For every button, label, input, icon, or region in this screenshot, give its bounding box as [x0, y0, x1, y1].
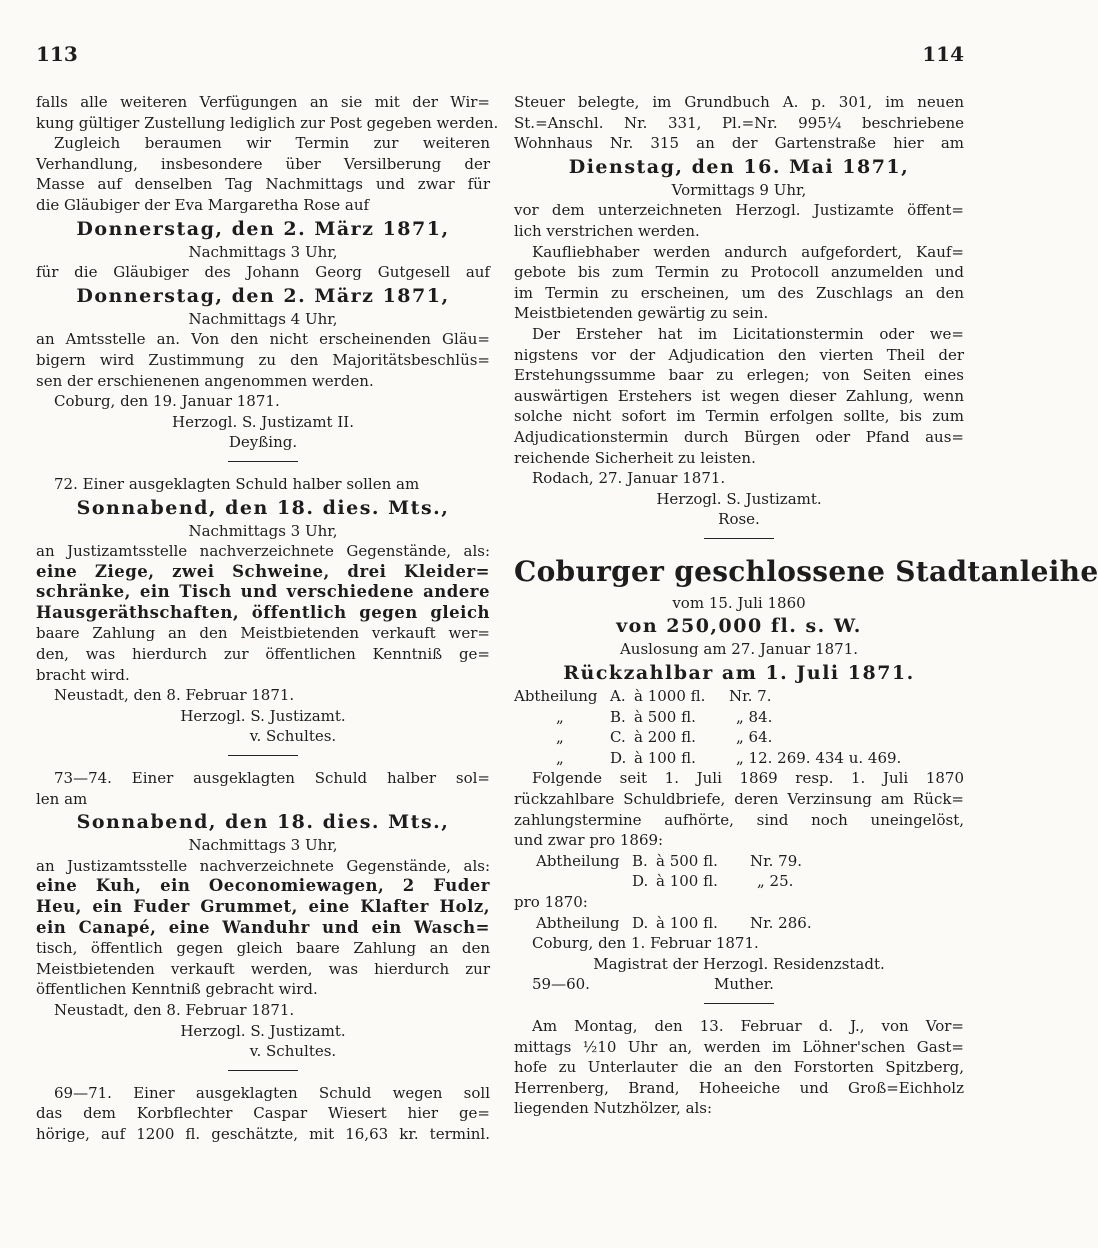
row-number: Nr. 7.: [729, 687, 772, 706]
place-date: Neustadt, den 8. Februar 1871.: [54, 686, 295, 705]
row-label: „: [556, 748, 564, 767]
text-line: 69—71. Einer ausgeklagten Schuld wegen soll: [54, 1083, 490, 1102]
text-line: lich verstrichen werden.: [514, 221, 700, 240]
table-row: [514, 748, 964, 769]
text-line: gebote bis zum Termin zu Protocoll anzumelden und: [514, 263, 964, 282]
text-line: Kaufliebhaber werden andurch aufgefordert, Kauf=: [532, 242, 964, 261]
wood-sale-notice: [514, 1016, 964, 1119]
loan-notice: [514, 551, 1098, 995]
authority: Herzogl. S. Justizamt.: [180, 706, 346, 725]
notice-73-74: [36, 768, 490, 1062]
table-row: [514, 913, 964, 934]
text-line: die Gläubiger der Eva Margaretha Rose auf: [36, 195, 370, 214]
text-line: an Justizamtsstelle nachverzeichnete Gegenstände, als:: [36, 856, 490, 875]
row-label: „: [556, 707, 564, 726]
notice-house-sale: [514, 92, 964, 530]
text-line: Hausgeräthschaften, öffentlich gegen gleich: [36, 602, 490, 622]
notice-continuation: [36, 92, 499, 453]
text-line: das dem Korbflechter Caspar Wiesert hier ge=: [36, 1104, 490, 1123]
row-number: Nr. 286.: [750, 913, 812, 932]
divider: [704, 1003, 774, 1004]
text-line: Verhandlung, insbesondere über Versilberung der: [36, 154, 490, 173]
row-division: B.: [610, 707, 626, 726]
row-value: à 500 fl.: [634, 707, 696, 726]
text-line: zahlungstermine aufhörte, sind noch uneingelöst,: [514, 810, 964, 829]
text-line: liegenden Nutzhölzer, als:: [514, 1099, 713, 1118]
row-division: D.: [610, 748, 627, 767]
text-line: an Justizamtsstelle nachverzeichnete Gegenstände, als:: [36, 542, 490, 561]
text-line: bracht wird.: [36, 665, 130, 684]
text-line: pro 1870:: [514, 893, 588, 911]
row-label: Abtheilung: [514, 687, 598, 706]
text-line: solche nicht sofort im Termin erfolgen sollte, bis zum: [514, 407, 964, 426]
table-row: [514, 851, 964, 872]
text-line: len am: [36, 789, 88, 808]
hearing-time-1: Nachmittags 3 Uhr,: [188, 242, 338, 261]
notice-72: [36, 474, 490, 747]
text-line: vor dem unterzeichneten Herzogl. Justizamte öffent=: [514, 201, 964, 220]
text-line: bigern wird Zustimmung zu den Majoritätsbeschlüs=: [36, 350, 490, 369]
text-line: eine Ziege, zwei Schweine, drei Kleider=: [36, 561, 490, 581]
sale-date: Sonnabend, den 18. dies. Mts.,: [76, 811, 450, 834]
text-line: Adjudicationstermin durch Bürgen oder Pfand aus=: [514, 427, 964, 446]
text-line: baare Zahlung an den Meistbietenden verkauft wer=: [36, 624, 490, 643]
text-line: Masse auf denselben Tag Nachmittags und zwar für: [36, 175, 490, 194]
authority: Herzogl. S. Justizamt.: [656, 489, 822, 508]
divider: [228, 1070, 298, 1071]
row-value: à 500 fl.: [656, 851, 718, 870]
page-number-right: 114: [922, 42, 964, 66]
right-column: [514, 92, 1098, 1119]
text-line: an Amtsstelle an. Von den nicht erscheinenden Gläu=: [36, 330, 490, 349]
text-line: und zwar pro 1869:: [514, 831, 664, 850]
row-value: à 100 fl.: [656, 872, 718, 891]
signature: v. Schultes.: [249, 727, 337, 746]
text-line: Der Ersteher hat im Licitationstermin oder we=: [532, 324, 964, 343]
text-line: Wohnhaus Nr. 315 an der Gartenstraße hier am: [514, 134, 964, 153]
text-line: für die Gläubiger des Johann Georg Gutgesell auf: [36, 263, 490, 282]
text-line: ein Canapé, eine Wanduhr und ein Wasch=: [36, 917, 490, 937]
loan-title: Coburger geschlossene Stadtanleihe: [514, 554, 1098, 588]
signature: v. Schultes.: [249, 1042, 337, 1061]
signature: Rose.: [718, 510, 760, 529]
text-line: tisch, öffentlich gegen gleich baare Zahlung an den: [36, 939, 490, 958]
loan-amount: von 250,000 fl. s. W.: [616, 615, 862, 638]
text-line: schränke, ein Tisch und verschiedene andere: [36, 582, 490, 602]
row-division: C.: [610, 728, 626, 747]
signature: Muther.: [714, 975, 774, 994]
row-division: B.: [632, 851, 648, 870]
text-line: reichende Sicherheit zu leisten.: [514, 448, 756, 467]
place-date: Coburg, den 1. Februar 1871.: [532, 934, 759, 953]
row-label: „: [556, 728, 564, 747]
sale-time: Vormittags 9 Uhr,: [671, 180, 807, 199]
authority: Herzogl. S. Justizamt II.: [172, 412, 354, 431]
text-line: Erstehungssumme baar zu erlegen; von Seiten eines: [514, 366, 964, 385]
row-label: Abtheilung: [536, 851, 620, 870]
row-value: à 100 fl.: [634, 748, 696, 767]
text-line: den, was hierdurch zur öffentlichen Kenntniß ge=: [36, 645, 490, 664]
row-number: „ 25.: [757, 872, 794, 891]
text-line: Folgende seit 1. Juli 1869 resp. 1. Juli 1870: [532, 769, 964, 788]
row-division: D.: [632, 913, 649, 932]
row-value: à 200 fl.: [634, 728, 696, 747]
text-line: Meistbietenden gewärtig zu sein.: [514, 304, 769, 323]
signature-row: [514, 974, 964, 995]
text-line: im Termin zu erscheinen, um des Zuschlags an den: [514, 283, 964, 302]
sale-time: Nachmittags 3 Uhr,: [188, 836, 338, 855]
hearing-date-2: Donnerstag, den 2. März 1871,: [76, 284, 450, 307]
hearing-date-1: Donnerstag, den 2. März 1871,: [76, 217, 450, 240]
text-line: auswärtigen Erstehers ist wegen dieser Zahlung, wenn: [514, 386, 964, 405]
notice-69-71: [36, 1083, 490, 1145]
left-column: [36, 92, 499, 1145]
hearing-time-2: Nachmittags 4 Uhr,: [188, 309, 338, 328]
text-line: sen der erschienenen angenommen werden.: [36, 371, 374, 390]
text-line: kung gültiger Zustellung lediglich zur Post gegeben werden.: [36, 113, 499, 132]
authority: Herzogl. S. Justizamt.: [180, 1021, 346, 1040]
sale-date: Sonnabend, den 18. dies. Mts.,: [76, 496, 450, 519]
text-line: Steuer belegte, im Grundbuch A. p. 301, im neuen: [514, 93, 964, 111]
row-number: Nr. 79.: [750, 851, 803, 870]
place-date: Rodach, 27. Januar 1871.: [532, 469, 726, 488]
text-line: Meistbietenden verkauft werden, was hierdurch zur: [36, 959, 490, 978]
row-label: Abtheilung: [536, 913, 620, 932]
divider: [228, 755, 298, 756]
loan-repayable: Rückzahlbar am 1. Juli 1871.: [563, 662, 915, 685]
text-line: rückzahlbare Schuldbriefe, deren Verzinsung am Rück=: [514, 790, 964, 809]
text-line: St.=Anschl. Nr. 331, Pl.=Nr. 995¼ beschriebene: [514, 113, 964, 132]
row-value: à 100 fl.: [656, 913, 718, 932]
row-value: à 1000 fl.: [634, 687, 706, 706]
sale-date: Dienstag, den 16. Mai 1871,: [568, 155, 910, 178]
divider: [228, 461, 298, 462]
authority: Magistrat der Herzogl. Residenzstadt.: [593, 954, 885, 973]
text-line: Am Montag, den 13. Februar d. J., von Vor=: [532, 1016, 964, 1035]
table-row: [514, 686, 964, 707]
page-number-left: 113: [36, 42, 78, 66]
table-row: [514, 707, 964, 728]
divider: [704, 538, 774, 539]
text-line: mittags ½10 Uhr an, werden im Löhner'schen Gast=: [514, 1037, 964, 1056]
notice-number: 59—60.: [532, 975, 590, 994]
signature: Deyßing.: [228, 433, 298, 452]
row-division: A.: [610, 687, 626, 706]
text-line: hörige, auf 1200 fl. geschätzte, mit 16,63 kr. terminl.: [36, 1124, 490, 1143]
text-line: Zugleich beraumen wir Termin zur weiteren: [54, 134, 490, 153]
text-line: 73—74. Einer ausgeklagten Schuld halber sol=: [54, 769, 490, 788]
loan-subtitle: vom 15. Juli 1860: [672, 593, 806, 612]
text-line: 72. Einer ausgeklagten Schuld halber sollen am: [54, 474, 420, 493]
row-number: „ 84.: [736, 707, 773, 726]
text-line: Herrenberg, Brand, Hoheeiche und Groß=Eichholz: [514, 1078, 964, 1097]
sale-time: Nachmittags 3 Uhr,: [188, 521, 338, 540]
place-date: Neustadt, den 8. Februar 1871.: [54, 1000, 295, 1019]
table-row: [514, 727, 964, 748]
text-line: Heu, ein Fuder Grummet, eine Klafter Holz,: [36, 897, 490, 916]
row-number: „ 12. 269. 434 u. 469.: [736, 748, 902, 767]
row-division: D.: [632, 872, 649, 891]
text-line: falls alle weiteren Verfügungen an sie mit der Wir=: [36, 93, 490, 111]
loan-draw-date: Auslosung am 27. Januar 1871.: [619, 640, 859, 659]
text-line: öffentlichen Kenntniß gebracht wird.: [36, 980, 318, 999]
table-row: [514, 871, 964, 892]
place-date: Coburg, den 19. Januar 1871.: [54, 392, 280, 411]
text-line: hofe zu Unterlauter die an den Forstorten Spitzberg,: [514, 1058, 964, 1077]
row-number: „ 64.: [736, 728, 773, 747]
text-line: eine Kuh, ein Oeconomiewagen, 2 Fuder: [36, 876, 490, 896]
text-line: nigstens vor der Adjudication den vierten Theil der: [514, 345, 964, 364]
